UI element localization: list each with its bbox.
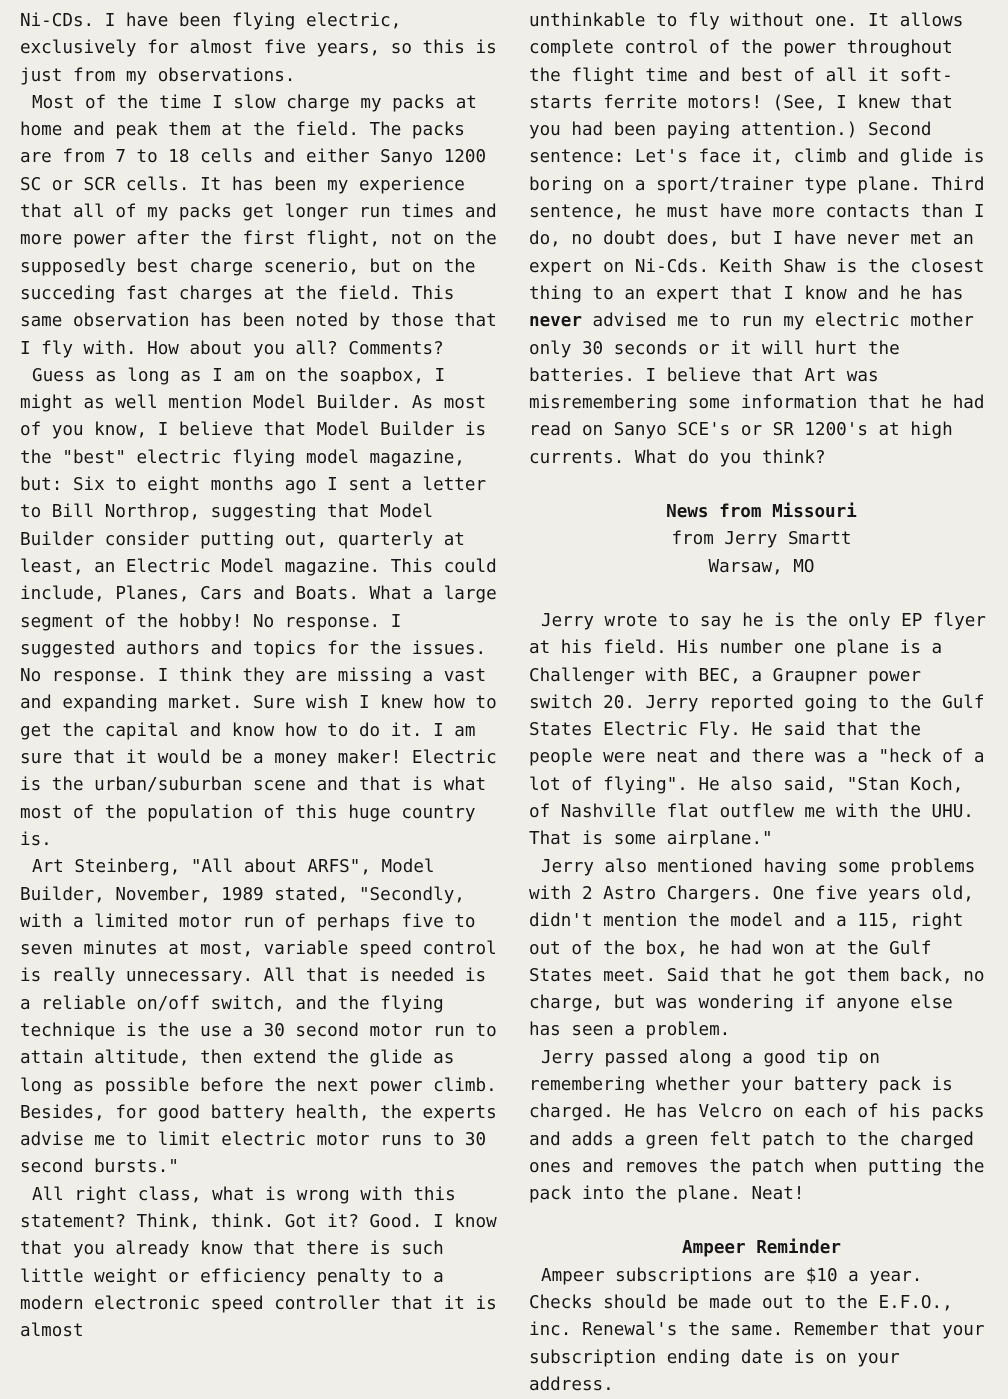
ampeer-reminder-heading: Ampeer Reminder — [682, 1238, 841, 1259]
news-from-missouri-heading: News from Missouri — [666, 502, 857, 523]
paragraph-charging: Most of the time I slow charge my packs at home and peak them at the field. The packs are from 7 to 18 cells and either Sanyo 1200 SC or SCR cells. It has been my experience that all of my packs get longer run times and more power after the first flight, not on the supposedly best charge scenerio, but on the succeding fast charges at the field. This same observation has been noted by those that I fly with. How about you all? Comments? — [20, 92, 497, 359]
paragraph-speed-control-text-a: unthinkable to fly without one. It allows complete control of the power throughout the flight time and best of all it soft-starts ferrite motors! (See, I knew that you had been paying attention.) Second sentence: Let's face it, climb and glide is boring on a sport/trainer type plane. Third sentence, he must have more contacts than I do, no doubt does, but I have never met an expert on Ni-Cds. Keith Shaw is the closest thing to an expert that I know and he has — [529, 11, 985, 304]
paragraph-velcro-tip: Jerry passed along a good tip on remembering whether your battery pack is charged. He has Velcro on each of his packs and adds a green felt patch to the charged ones and removes the patch when putting the pack into the plane. Neat! — [529, 1047, 985, 1205]
paragraph-speed-control — [529, 8, 994, 472]
paragraph-subscriptions: Ampeer subscriptions are $10 a year. Checks should be made out to the E.F.O., inc. Renewal's the same. Remember that your subscription ending date is on your address. — [529, 1265, 985, 1395]
emphasis-never: never — [529, 311, 582, 332]
news-location: Warsaw, MO — [708, 556, 815, 577]
left-column — [20, 8, 498, 1346]
paragraph-class-question: All right class, what is wrong with this statement? Think, think. Got it? Good. I know that you already know that there is such little weight or efficiency penalty to a modern electronic speed controller that it is almost — [20, 1184, 497, 1342]
paragraph-nicd-intro: Ni-CDs. I have been flying electric, exclusively for almost five years, so this is just from my observations. — [20, 11, 497, 86]
paragraph-astro-chargers: Jerry also mentioned having some problems with 2 Astro Chargers. One five years old, didn't mention the model and a 115, right out of the box, he had won at the Gulf States meet. Said that he got them back, no charge, but was wondering if anyone else has seen a problem. — [529, 856, 985, 1041]
right-column — [529, 8, 994, 1399]
paragraph-art-steinberg-quote: Art Steinberg, "All about ARFS", Model Builder, November, 1989 stated, "Secondly, with a limited motor run of perhaps five to seven minutes at most, variable speed control is really unnecessary. All that is needed is a reliable on/off switch, and the flying technique is the use a 30 second motor run to attain altitude, then extend the glide as long as possible before the next power climb. Besides, for good battery health, the experts advise me to limit electric motor runs to 30 second bursts." — [20, 857, 497, 1178]
paragraph-jerry-field: Jerry wrote to say he is the only EP flyer at his field. His number one plane is a Challenger with BEC, a Graupner power switch 20. Jerry reported going to the Gulf States Electric Fly. He said that the people were neat and there was a "heck of a lot of flying". He also said, "Stan Koch, of Nashville flat outflew me with the UHU. That is some airplane." — [529, 610, 986, 850]
news-byline: from Jerry Smartt — [671, 529, 852, 550]
paragraph-model-builder: Guess as long as I am on the soapbox, I might as well mention Model Builder. As most of you know, I believe that Model Builder is the "best" electric flying model magazine, but: Six to eight months ago I sent a letter to Bill Northrop, suggesting that Model Builder consider putting out, quarterly at least, an Electric Model magazine. This could include, Planes, Cars and Boats. What a large segment of the hobby! No response. I suggested authors and topics for the issues. No response. I think they are missing a vast and expanding market. Sure wish I knew how to get the capital and know how to do it. I am sure that it would be a money maker! Electric is the urban/suburban scene and that is what most of the population of this huge country is. — [20, 365, 497, 850]
paragraph-speed-control-text-b: advised me to run my electric mother only 30 seconds or it will hurt the batteries. I believe that Art was misremembering some information that he had read on Sanyo SCE's or SR 1200's at high currents. What do you think? — [529, 311, 985, 468]
